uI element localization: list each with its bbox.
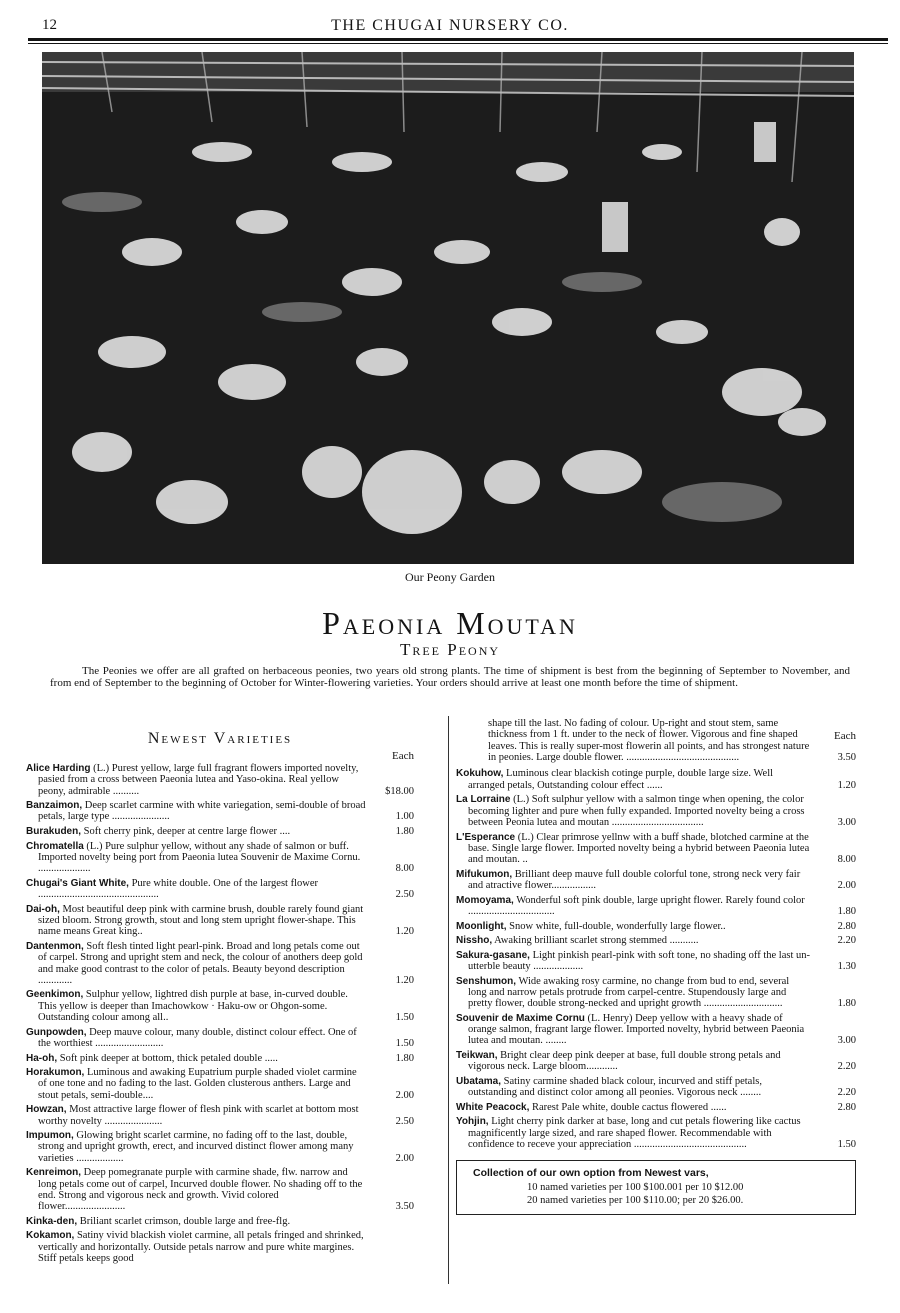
collection-offer-box — [456, 1160, 856, 1215]
variety-description: Rarest Pale white, double cactus flowered ...... — [529, 1101, 727, 1113]
list-item — [456, 1050, 856, 1073]
variety-description: Sulphur yellow, lightred dish purple at base, in-curved double. This yellow is deeper than Imachowkow · Haku-ow or Ohgon-some. Outstanding colour among all.. — [38, 989, 348, 1024]
list-item — [456, 1116, 856, 1150]
variety-description: (L.) Soft sulphur yellow with a salmon tinge when opening, the color becoming lighter and pure when fully expanded. Imported novelty being a cross between Peonia lutea and moutan ................................... — [468, 794, 805, 828]
variety-name: White Peacock, — [456, 1101, 530, 1113]
entry-price: 3.00 — [837, 816, 856, 828]
list-item — [26, 1104, 414, 1127]
entry-price: 1.50 — [837, 1138, 856, 1150]
header-rule-thin — [28, 43, 888, 44]
entry-price: 2.50 — [395, 1115, 414, 1127]
list-item — [456, 950, 856, 973]
entry-price: 1.50 — [395, 1012, 414, 1024]
variety-description: (L.) Pure sulphur yellow, without any shade of salmon or buff. Imported novelty being port from Paeonia lutea Souvenir de Maxime Cornu. .................... — [38, 840, 361, 875]
entry-price: 1.20 — [395, 974, 414, 986]
entry-price: 1.80 — [837, 905, 856, 917]
variety-name: L'Esperance — [456, 831, 516, 843]
variety-name: Mifukumon, — [456, 868, 513, 880]
each-label-right: Each — [834, 730, 856, 743]
variety-description: Wonderful soft pink double, large upright flower. Rarely found color ................................. — [468, 894, 805, 917]
variety-description: Snow white, full-double, wonderfully large flower.. — [506, 920, 726, 932]
list-item — [26, 878, 414, 901]
entry-price: 3.00 — [837, 1035, 856, 1047]
intro-paragraph: The Peonies we offer are all grafted on herbaceous peonies, two years old strong plants. The time of shipment is best from the beginning of September to November, and from end of September to the beginning of October for Winter-flowering varieties. Your orders should arrive at least one month before the time of shipment. — [50, 665, 850, 689]
entry-price: 2.00 — [395, 1089, 414, 1101]
list-item — [456, 832, 856, 866]
variety-description: Wide awaking rosy carmine, no change from bud to end, several long and narrow petals protrude from carpel-centre. Stupendously large and pretty flower, double strong-necked and upright growth .............................. — [468, 975, 790, 1010]
entry-price: 2.20 — [837, 935, 856, 947]
entry-price: 3.50 — [837, 751, 856, 763]
variety-description: (L.) Purest yellow, large full fragrant flowers imported novelty, pasied from a cross between Paeonia lutea and Yaso-okina. Real yellow peony, admirable .......... — [38, 763, 359, 797]
entry-price: 1.20 — [837, 779, 856, 791]
list-item — [26, 1027, 414, 1050]
section-heading: Newest Varieties — [147, 730, 293, 747]
list-item — [26, 941, 414, 986]
peony-garden-illustration — [42, 52, 854, 564]
variety-name: Kenreimon, — [26, 1167, 82, 1179]
variety-description: Light pinkish pearl-pink with soft tone, no shading off the last un-utterble beauty ................... — [468, 949, 810, 973]
list-item — [456, 976, 856, 1010]
variety-name: Nissho, — [456, 935, 493, 947]
variety-description: Pure white double. One of the largest flower .............................................. — [38, 877, 318, 901]
variety-name: Horakumon, — [26, 1067, 85, 1079]
entry-price: 2.00 — [395, 1152, 414, 1164]
variety-name: Burakuden, — [26, 826, 82, 838]
column-divider — [448, 716, 449, 1284]
variety-description: Awaking brilliant scarlet strong stemmed ........... — [492, 935, 699, 947]
list-item — [456, 768, 856, 791]
list-item — [26, 1230, 414, 1264]
variety-description: Soft flesh tinted light pearl-pink. Broad and long petals come out of carpel. Strong and upright stem and neck, the colour of anothers deep gold and make good contrast to the color of petals. Beauty beyond description ............. — [38, 940, 363, 986]
entry-price: 2.20 — [837, 1061, 856, 1073]
left-column — [26, 722, 414, 1268]
entry-price: 1.80 — [395, 826, 414, 838]
list-item — [26, 1216, 414, 1227]
collection-line-1: 10 named varieties per 100 $100.001 per 10 $12.00 — [527, 1181, 744, 1193]
list-item — [26, 1053, 414, 1064]
variety-description: Most beautiful deep pink with carmine brush, double rarely found giant sized bloom. Strong growth, stout and long stem upright flower-shape. This name means Great king.. — [38, 903, 364, 938]
variety-name: Gunpowden, — [26, 1026, 87, 1038]
list-item — [456, 935, 856, 946]
variety-name: Howzan, — [26, 1104, 67, 1116]
entry-price: 1.30 — [837, 961, 856, 973]
variety-name: La Lorraine — [456, 794, 511, 806]
list-item — [456, 869, 856, 892]
variety-description: (L. Henry) Deep yellow with a heavy shade of orange salmon, fragrant large flower. Imported novelty, hybrid between Paeonia lutea and moutan. ........ — [468, 1012, 805, 1047]
entry-price: 1.50 — [395, 1037, 414, 1049]
variety-description: Luminous and awaking Eupatrium purple shaded violet carmine of one tone and no fading to the last. Golden clusterous anthers. Large and stout petals, semi-double.... — [38, 1067, 357, 1101]
list-item — [26, 826, 414, 837]
variety-name: Dai-oh, — [26, 903, 60, 915]
list-item — [26, 841, 414, 875]
variety-name: Kokamon, — [26, 1230, 75, 1242]
variety-name: Dantenmon, — [26, 940, 84, 952]
variety-name: Moonlight, — [456, 920, 507, 932]
page-subtitle: Tree Peony — [399, 640, 501, 659]
variety-name: Yohjin, — [456, 1116, 489, 1128]
entry-price: 1.20 — [395, 926, 414, 938]
running-title: THE CHUGAI NURSERY CO. — [331, 17, 569, 34]
variety-description: Satiny vivid blackish violet carmine, all petals fringed and shrinked, vertically and horizontally. Outside petals narrow and pure white margines. Stiff petals keeps good — [38, 1230, 364, 1265]
continuation-text: shape till the last. No fading of colour. Up-right and stout stem, same thickness from 1 ft. under to the neck of flower. Vigorous and fine shaped leaves. This is really super-most flowerin all points, and has strongest nature in peonies. Large double flower. ........................................... — [488, 718, 810, 763]
list-item — [26, 1067, 414, 1101]
entry-price: 1.80 — [395, 1052, 414, 1064]
entry-price: 2.00 — [837, 880, 856, 892]
photo-caption: Our Peony Garden — [405, 570, 495, 584]
header-rule — [28, 38, 888, 41]
list-item — [456, 1076, 856, 1099]
entry-price: 1.80 — [837, 998, 856, 1010]
page-title: Paeonia Moutan — [322, 605, 578, 641]
variety-description: Brilliant deep mauve full double colorful tone, strong neck very fair and atractive flower................. — [468, 868, 801, 892]
variety-name: Chugai's Giant White, — [26, 877, 129, 889]
entry-price: 2.50 — [395, 889, 414, 901]
list-item — [26, 1167, 414, 1212]
list-item — [26, 904, 414, 938]
list-item — [456, 895, 856, 918]
variety-description: Most attractive large flower of flesh pink with scarlet at bottom most worthy novelty ...................... — [38, 1104, 359, 1127]
peony-garden-photo — [42, 52, 854, 564]
variety-description: (L.) Clear primrose yellnw with a buff shade, blotched carmine at the base. Single large flower. Imported novelty being a hybrid between Paeonia lutea and moutan. .. — [468, 831, 810, 866]
entry-price: 3.50 — [395, 1201, 414, 1213]
entry-price: 8.00 — [395, 863, 414, 875]
list-item — [456, 794, 856, 828]
entry-price: 2.80 — [837, 1101, 856, 1113]
variety-name: Chromatella — [26, 840, 84, 852]
variety-description: Light cherry pink darker at base, long and cut petals flowering like cactus magnificently large sized, and rare shaped flower. Recommendable with confidence to receve your appreciation ........................................... — [468, 1116, 801, 1150]
entry-price: $18.00 — [385, 785, 414, 797]
collection-title: Collection of our own option from Newest vars, — [473, 1167, 709, 1180]
variety-name: Ha-oh, — [26, 1052, 58, 1064]
variety-description: Bright clear deep pink deeper at base, full double strong petals and vigorous neck. Large bloom............ — [468, 1049, 781, 1073]
variety-name: Teikwan, — [456, 1049, 498, 1061]
list-item — [456, 921, 856, 932]
list-item — [456, 1013, 856, 1047]
variety-description: Luminous clear blackish cotinge purple, double large size. Well arranged petals, Outstanding colour effect ...... — [468, 768, 774, 791]
variety-name: Kinka-den, — [26, 1215, 78, 1227]
entry-price: 2.80 — [837, 920, 856, 932]
right-column — [456, 718, 856, 1215]
page-number: 12 — [42, 17, 57, 33]
variety-description: Deep scarlet carmine with white variegation, semi-double of broad petals, large type ...................... — [38, 800, 366, 823]
each-label: Each — [392, 750, 414, 762]
list-item — [26, 800, 414, 823]
variety-description: Deep mauve colour, many double, distinct colour effect. One of the worthiest .......................... — [38, 1026, 357, 1049]
variety-name: Impumon, — [26, 1130, 74, 1142]
variety-name: Momoyama, — [456, 894, 514, 906]
collection-line-2: 20 named varieties per 100 $110.00; per 20 $26.00. — [527, 1195, 744, 1207]
list-item — [26, 1130, 414, 1164]
variety-name: Senshumon, — [456, 975, 517, 987]
variety-name: Alice Harding — [26, 763, 91, 774]
variety-name: Souvenir de Maxime Cornu — [456, 1012, 585, 1024]
entry-price: 8.00 — [837, 854, 856, 866]
right-variety-list — [456, 768, 856, 1150]
variety-description: Soft cherry pink, deeper at centre large flower .... — [81, 826, 291, 838]
variety-description: Glowing bright scarlet carmine, no fading off to the last, double, strong and upright growth, erect, and incurved distinct flower among many varieties .................. — [38, 1130, 354, 1164]
entry-price: 1.00 — [395, 811, 414, 823]
list-item — [26, 989, 414, 1023]
variety-name: Geenkimon, — [26, 989, 84, 1001]
variety-name: Ubatama, — [456, 1075, 502, 1087]
variety-description: Soft pink deeper at bottom, thick petaled double ..... — [57, 1052, 278, 1064]
variety-description: Deep pomegranate purple with carmine shade, flw. narrow and long petals come out of carpel, Incurved double flower. No shading off to the end. Strong and vigorous neck and growth. Vivid colored flower....................... — [38, 1167, 363, 1213]
variety-name: Banzaimon, — [26, 800, 83, 812]
variety-name: Kokuhow, — [456, 768, 504, 780]
variety-name: Sakura-gasane, — [456, 949, 530, 961]
list-item — [26, 763, 414, 797]
list-item-continuation — [456, 718, 856, 763]
left-variety-list — [26, 763, 414, 1264]
list-item — [456, 1102, 856, 1113]
variety-description: Satiny carmine shaded black colour, incurved and stiff petals, outstanding and distinct color among all peonies. Vigorous neck ........ — [468, 1075, 762, 1099]
variety-description: Briliant scarlet crimson, double large and free-flg. — [77, 1215, 291, 1227]
entry-price: 2.20 — [837, 1087, 856, 1099]
